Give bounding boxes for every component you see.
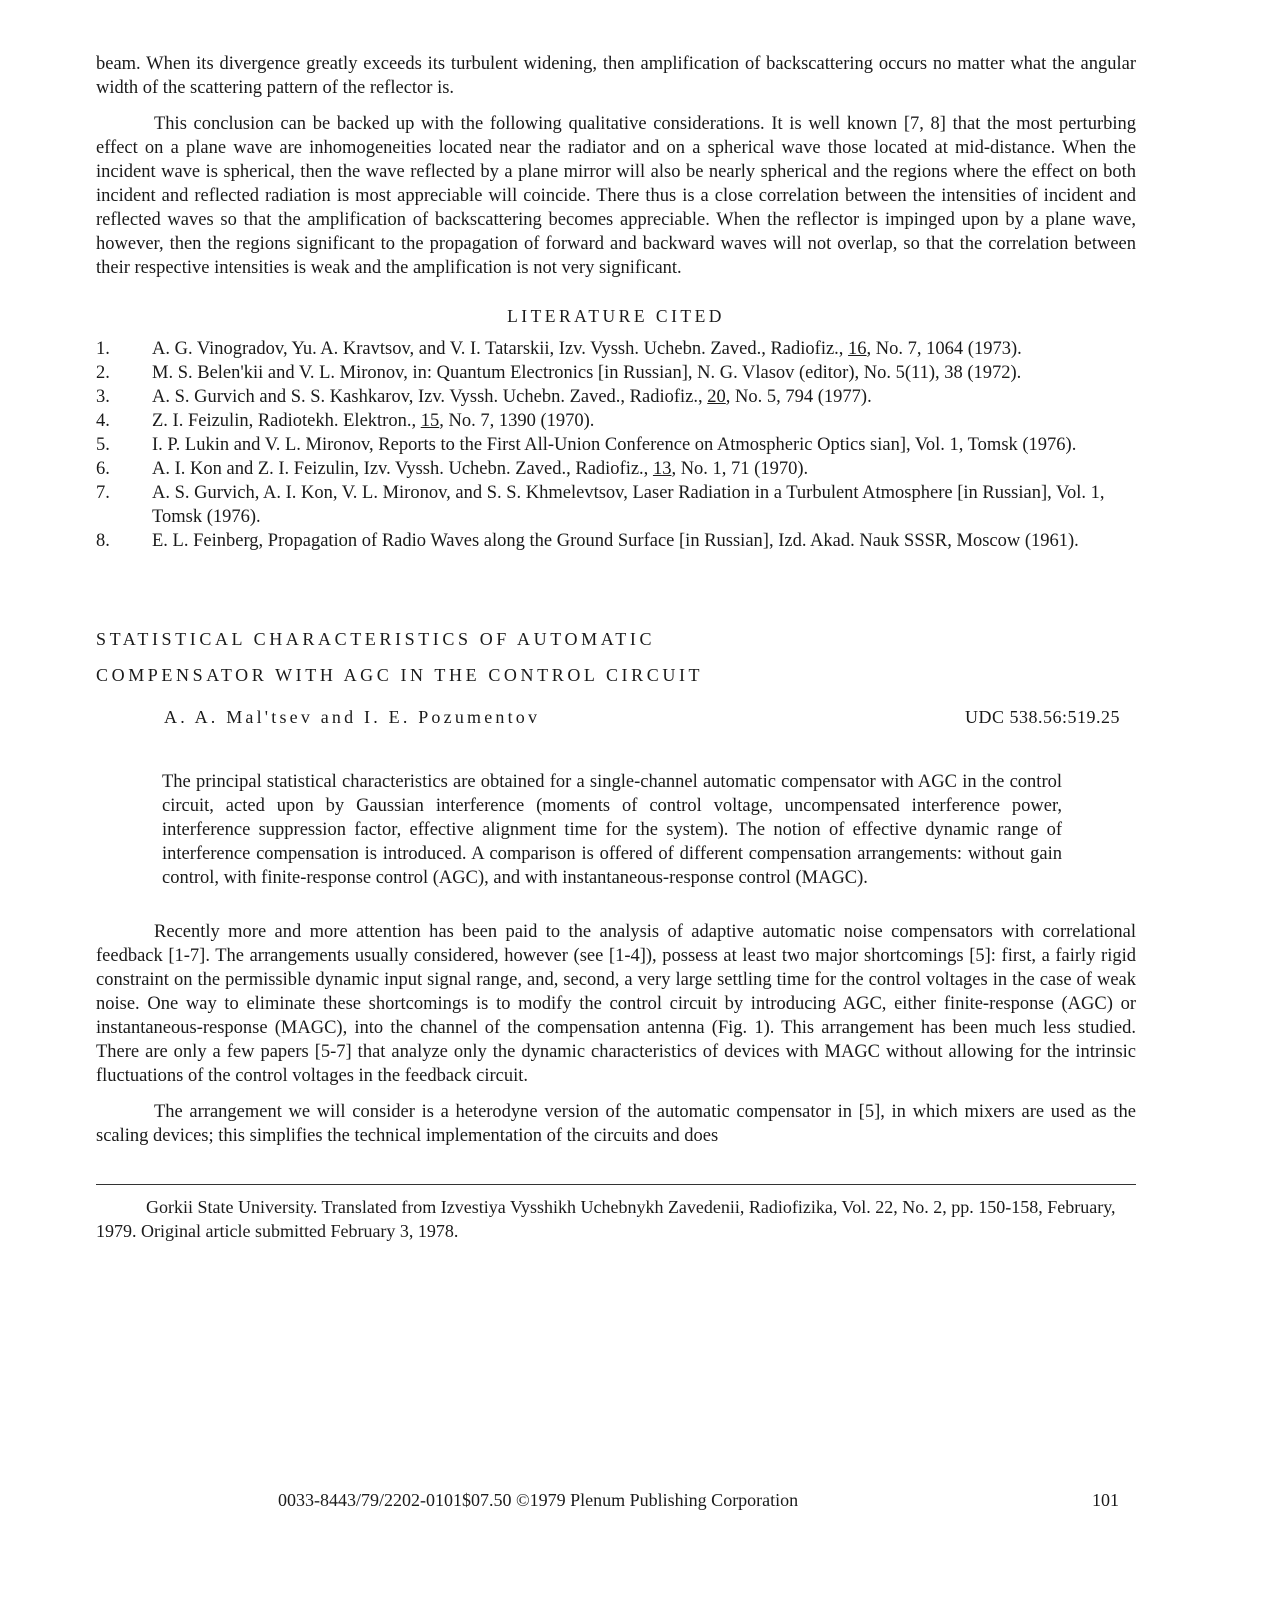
page-footer — [0, 1490, 1261, 1520]
footnote: Gorkii State University. Translated from Izvestiya Vysshikh Uchebnykh Zavedenii, Radiofizika, Vol. 22, No. 2, pp. 150-158, February, 1979. Original article submitted February 3, 1978. — [96, 1197, 1116, 1241]
body-paragraph: Recently more and more attention has been paid to the analysis of adaptive automatic noise compensators with correlational feedback [1-7]. The arrangements usually considered, however (see [1-4]), possess at least two major shortcomings [5]: first, a fairly rigid constraint on the permissible dynamic input signal range, and, second, a very large settling time for the control voltages in the case of weak noise. One way to eliminate these shortcomings is to modify the control circuit by introducing AGC, either finite-response (AGC) or instantaneous-response (MAGC), into the channel of the compensation antenna (Fig. 1). This arrangement has been much less studied. There are only a few papers [5-7] that analyze only the dynamic characteristics of devices with MAGC without allowing for the intrinsic fluctuations of the control voltages in the feedback circuit. — [96, 922, 1136, 1086]
reference-number: 1. — [96, 339, 110, 359]
page-number: 101 — [1092, 1490, 1119, 1510]
volume-number: 13 — [652, 459, 672, 479]
page-content — [96, 52, 1136, 1243]
reference-number: 5. — [96, 435, 110, 455]
reference-number: 3. — [96, 387, 110, 407]
reference-item — [96, 457, 1136, 481]
reference-text: A. S. Gurvich, A. I. Kon, V. L. Mironov, and S. S. Khmelevtsov, Laser Radiation in a Turbulent Atmosphere [in Russian], Vol. 1, Tomsk (1976). — [152, 483, 1105, 527]
reference-number: 8. — [96, 531, 110, 551]
continued-paragraph: beam. When its divergence greatly exceeds its turbulent widening, then amplification of backscattering occurs no matter what the angular width of the scattering pattern of the reflector is. — [96, 54, 1136, 98]
body-paragraph: The arrangement we will consider is a heterodyne version of the automatic compensator in [5], in which mixers are used as the scaling devices; this simplifies the technical implementation of the circuits and does — [96, 1102, 1136, 1146]
authors: A. A. Mal'tsev and I. E. Pozumentov — [164, 707, 541, 727]
article-title — [96, 621, 1136, 693]
reference-number: 6. — [96, 459, 110, 479]
conclusion-paragraph: This conclusion can be backed up with the following qualitative considerations. It is well known [7, 8] that the most perturbing effect on a plane wave are inhomogeneities located near the radiator and on a spherical wave those located at mid-distance. When the incident wave is spherical, then the wave reflected by a plane mirror will also be nearly spherical and the regions where the effect on both incident and reflected radiation is most appreciable will coincide. There thus is a close correlation between the intensities of incident and reflected waves so that the amplification of backscattering becomes appreciable. When the reflector is impinged upon by a plane wave, however, then the regions significant to the propagation of forward and backward waves will not overlap, so that the correlation between their respective intensities is weak and the amplification is not very significant. — [96, 114, 1136, 278]
abstract: The principal statistical characteristics are obtained for a single-channel automatic compensator with AGC in the control circuit, acted upon by Gaussian interference (moments of control voltage, uncompensated interference power, interference suppression factor, effective alignment time for the system). The notion of effective dynamic range of interference compensation is introduced. A comparison is offered of different compensation arrangements: without gain control, with finite-response control (AGC), and with instantaneous-response control (MAGC). — [162, 772, 1062, 888]
issn-line: 0033-8443/79/2202-0101$07.50 ©1979 Plenum Publishing Corporation — [278, 1490, 799, 1510]
reference-text: A. G. Vinogradov, Yu. A. Kravtsov, and V. I. Tatarskii, Izv. Vyssh. Uchebn. Zaved., Radiofiz., 16, No. 7, 1064 (1973). — [152, 339, 1022, 359]
volume-number: 20 — [707, 387, 726, 407]
reference-number: 4. — [96, 411, 110, 431]
reference-list — [96, 337, 1136, 553]
reference-text: Z. I. Feizulin, Radiotekh. Elektron., 15, No. 7, 1390 (1970). — [152, 411, 595, 431]
reference-item — [96, 529, 1136, 553]
reference-item — [96, 481, 1136, 529]
reference-item — [96, 337, 1136, 361]
volume-number: 16 — [848, 339, 867, 359]
reference-text: M. S. Belen'kii and V. L. Mironov, in: Quantum Electronics [in Russian], N. G. Vlasov (editor), No. 5(11), 38 (1972). — [152, 363, 1022, 383]
reference-item — [96, 385, 1136, 409]
footnote-divider — [96, 1184, 1136, 1185]
reference-text: A. I. Kon and Z. I. Feizulin, Izv. Vyssh. Uchebn. Zaved., Radiofiz., 13, No. 1, 71 (1970). — [152, 459, 809, 479]
reference-text: E. L. Feinberg, Propagation of Radio Waves along the Ground Surface [in Russian], Izd. Akad. Nauk SSSR, Moscow (1961). — [152, 531, 1079, 551]
reference-text: I. P. Lukin and V. L. Mironov, Reports to the First All-Union Conference on Atmospheric Optics sian], Vol. 1, Tomsk (1976). — [152, 435, 1077, 455]
article-title-line: COMPENSATOR WITH AGC IN THE CONTROL CIRCUIT — [96, 665, 704, 685]
reference-item — [96, 409, 1136, 433]
udc-code: UDC 538.56:519.25 — [964, 707, 1120, 727]
reference-number: 7. — [96, 483, 110, 503]
volume-number: 15 — [420, 411, 440, 431]
reference-item — [96, 433, 1136, 457]
article-title-line: STATISTICAL CHARACTERISTICS OF AUTOMATIC — [96, 629, 656, 649]
reference-text: A. S. Gurvich and S. S. Kashkarov, Izv. Vyssh. Uchebn. Zaved., Radiofiz., 20, No. 5, 794 (1977). — [152, 387, 872, 407]
byline — [96, 707, 1136, 728]
reference-item — [96, 361, 1136, 385]
article-body — [96, 920, 1136, 1148]
literature-heading: LITERATURE CITED — [507, 306, 725, 326]
reference-number: 2. — [96, 363, 110, 383]
